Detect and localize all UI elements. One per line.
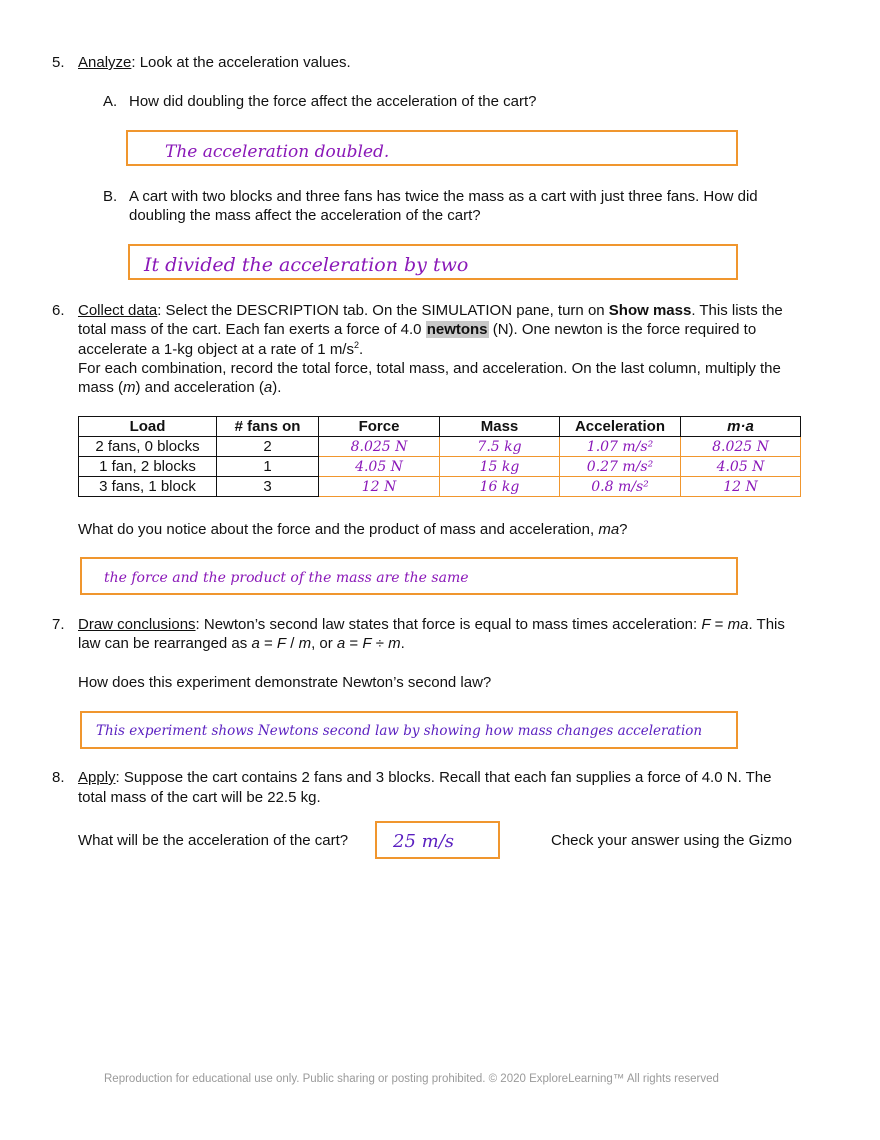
cell-load: 2 fans, 0 blocks (79, 437, 217, 457)
q6-line3-text: accelerate a 1-kg object at a rate of 1 m/s (78, 341, 354, 358)
q7-l2-g: . (400, 635, 405, 652)
q5a-answer: The acceleration doubled. (165, 142, 390, 162)
q7-question: How does this experiment demonstrate Newton’s second law? (78, 674, 492, 691)
q7-l2-eq4: a (336, 635, 346, 652)
header-fans: # fans on (217, 417, 319, 437)
q6-answer: the force and the product of the mass are the same (104, 570, 469, 586)
q7-l2-c: / (286, 635, 299, 652)
q7-l2-eq1: a (251, 635, 260, 652)
q6-line1-text: : Select the DESCRIPTION tab. On the SIMULATION pane, turn on (157, 302, 609, 319)
q8-question: What will be the acceleration of the cart? (78, 832, 349, 849)
q5a-letter: A. (103, 93, 118, 110)
q6-line3 (78, 340, 363, 358)
q7-line1-text: : Newton’s second law states that force is equal to mass times acceleration: (195, 616, 702, 633)
q6-question-text: What do you notice about the force and the product of mass and acceleration, (78, 521, 599, 538)
q7-l2-eq3: m (298, 635, 312, 652)
header-load: Load (79, 417, 217, 437)
table-row (79, 437, 801, 457)
q8-label: Apply (78, 769, 116, 786)
q7-eq-f: F (701, 616, 711, 633)
q5b-question-line1: A cart with two blocks and three fans has twice the mass as a cart with just three fans. How did (129, 188, 758, 205)
cell-fans: 2 (217, 437, 319, 457)
q6-line5-b: ) and acceleration ( (135, 379, 264, 396)
q6-line5-a: mass ( (78, 379, 123, 396)
q7-l2-f: ÷ (371, 635, 389, 652)
cell-force[interactable]: 12 N (319, 477, 440, 497)
q6-line2-end: (N). One newton is the force required to (488, 321, 757, 338)
q8-line1-text: : Suppose the cart contains 2 fans and 3 blocks. Recall that each fan supplies a force of 4.0 N. The (115, 769, 772, 786)
q7-label: Draw conclusions (78, 616, 196, 633)
q8-answer: 25 m/s (393, 831, 454, 852)
q7-l2-b: = (259, 635, 277, 652)
q6-number: 6. (52, 302, 65, 319)
q6-line5-c: ). (272, 379, 282, 396)
q6-question (78, 521, 628, 538)
q6-line1-end: . This lists the (691, 302, 783, 319)
cell-mass[interactable]: 15 kg (440, 457, 560, 477)
q6-line4: For each combination, record the total force, total mass, and acceleration. On the last column, multiply the (78, 360, 781, 377)
cell-ma[interactable]: 4.05 N (681, 457, 801, 477)
cell-force[interactable]: 4.05 N (319, 457, 440, 477)
q5a-question: How did doubling the force affect the acceleration of the cart? (129, 93, 537, 110)
q7-l2-a: law can be rearranged as (78, 635, 252, 652)
q8-line1 (78, 769, 771, 786)
q5b-letter: B. (103, 188, 118, 205)
q6-show-mass: Show mass (608, 302, 692, 319)
q7-line2 (78, 635, 405, 652)
table-row (79, 477, 801, 497)
q6-line2-text: total mass of the cart. Each fan exerts a force of 4.0 (78, 321, 426, 338)
q7-l2-eq6: m (388, 635, 401, 652)
footer-copyright: Reproduction for educational use only. Public sharing or posting prohibited. © 2020 ExploreLearning™ All rights reserved (104, 1073, 719, 1085)
q5-heading (78, 54, 351, 71)
cell-acceleration[interactable]: 0.27 m/s² (560, 457, 681, 477)
q7-l2-eq5: F (362, 635, 372, 652)
q7-line1-end: . This (748, 616, 785, 633)
q7-eq-ma: ma (727, 616, 749, 633)
q7-l2-eq2: F (276, 635, 287, 652)
q6-line5-m: m (123, 379, 136, 396)
q7-answer: This experiment shows Newtons second law by showing how mass changes acceleration (96, 723, 703, 739)
q8-check-note: Check your answer using the Gizmo (551, 832, 792, 849)
cell-acceleration[interactable]: 0.8 m/s² (560, 477, 681, 497)
q6-line3-sup: 2 (353, 340, 359, 350)
q6-line3-end: . (359, 341, 364, 358)
header-ma: m·a (681, 417, 801, 437)
cell-ma[interactable]: 12 N (681, 477, 801, 497)
cell-fans: 3 (217, 477, 319, 497)
q8-number: 8. (52, 769, 65, 786)
q5-text: : Look at the acceleration values. (131, 54, 351, 71)
q7-number: 7. (52, 616, 65, 633)
q7-l2-d: , or (311, 635, 337, 652)
q7-eq-equals: = (710, 616, 728, 633)
cell-fans: 1 (217, 457, 319, 477)
data-table (78, 416, 801, 497)
cell-ma[interactable]: 8.025 N (681, 437, 801, 457)
q7-line1 (78, 616, 785, 633)
header-force: Force (319, 417, 440, 437)
cell-force[interactable]: 8.025 N (319, 437, 440, 457)
header-acceleration: Acceleration (560, 417, 681, 437)
q5b-answer: It divided the acceleration by two (144, 254, 469, 276)
cell-acceleration[interactable]: 1.07 m/s² (560, 437, 681, 457)
q7-l2-e: = (345, 635, 363, 652)
q6-newtons-highlight: newtons (426, 321, 488, 338)
cell-mass[interactable]: 16 kg (440, 477, 560, 497)
table-row (79, 457, 801, 477)
table-header-row (79, 417, 801, 437)
q5-number: 5. (52, 54, 65, 71)
q6-line5 (78, 379, 281, 396)
q6-line1 (78, 302, 783, 319)
q6-line5-a2: a (263, 379, 273, 396)
q6-line2 (78, 321, 756, 338)
header-mass: Mass (440, 417, 560, 437)
q8-line2: total mass of the cart will be 22.5 kg. (78, 789, 321, 806)
q5-label: Analyze (78, 54, 132, 71)
cell-load: 3 fans, 1 block (79, 477, 217, 497)
cell-mass[interactable]: 7.5 kg (440, 437, 560, 457)
q6-question-end: ? (619, 521, 628, 538)
cell-load: 1 fan, 2 blocks (79, 457, 217, 477)
q6-label: Collect data (78, 302, 158, 319)
q5b-question-line2: doubling the mass affect the acceleration of the cart? (129, 207, 481, 224)
q6-question-ma: ma (598, 521, 620, 538)
